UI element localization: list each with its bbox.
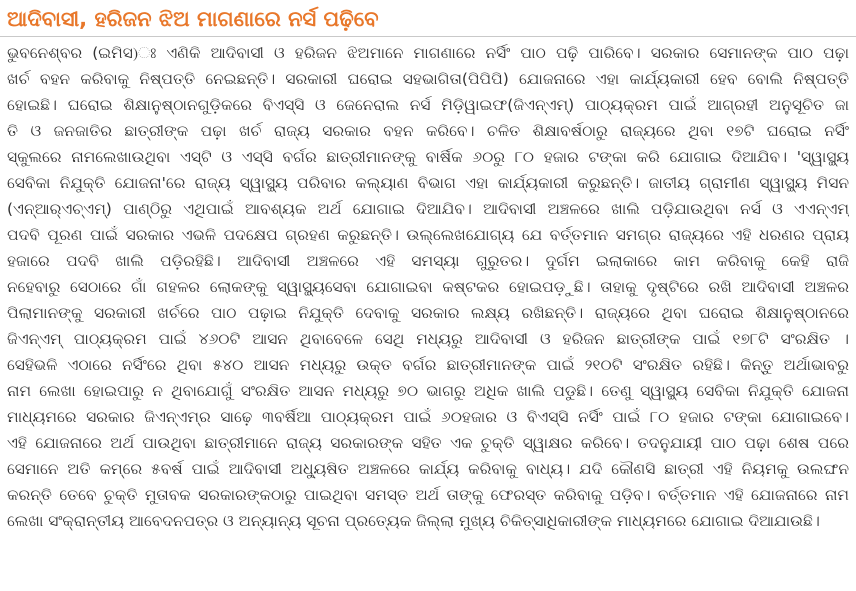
article-line: ନହେବାରୁ ସେଠାରେ ଗାଁ ଗହଳର ଲୋକଙ୍କୁ ସ୍ୱାସ୍ଥ୍ୟସେବା ଯୋଗାଇବା କଷ୍ଟକର ହୋଇପଡ଼ୁଛି। ତାହାକୁ ଦୃଷ୍ଟିରେ ରଖି ଆଦିବାସୀ ଅଞ୍ଚଳର xyxy=(7,278,849,296)
article-line: ସେବିକା ନିଯୁକ୍ତି ଯୋଜନା'ରେ ରାଜ୍ୟ ସ୍ୱାସ୍ଥ୍ୟ ପରିବାର କଲ୍ୟାଣ ବିଭାଗ ଏହା କାର୍ଯ୍ୟକାରୀ କରୁଛନ୍ତି। ଜାତୀୟ ଗ୍ରାମୀଣ ସ୍ୱାସ୍ଥ୍ୟ ମିସନ xyxy=(7,174,849,192)
article-line: ସ୍କୁଲରେ ନାମଲେଖାଉଥିବା ଏସ୍‌ଟି ଓ ଏସ୍‌ସି ବର୍ଗର ଛାତ୍ରୀମାନଙ୍କୁ ବାର୍ଷିକ ୬୦ରୁ ୮୦ ହଜାର ଟଙ୍କା କରି ଯୋଗାଇ ଦିଆଯିବ। 'ସ୍ୱାସ୍ଥ୍ୟ xyxy=(7,148,849,166)
article-body xyxy=(7,40,849,534)
article-line: (ଏନ୍‌ଆର୍‌ଏଚ୍‌ଏମ୍‌) ପାଣ୍ଠିରୁ ଏଥିପାଇଁ ଆବଶ୍ୟକ ଅର୍ଥ ଯୋଗାଇ ଦିଆଯିବ। ଆଦିବାସୀ ଅଞ୍ଚଳରେ ଖାଲି ପଡ଼ିଯାଉଥିବା ନର୍ସ ଓ ଏଏନ୍‌ଏମ୍‌ xyxy=(7,200,849,218)
article-line: ନାମ ଲେଖା ହୋଇପାରୁ ନ ଥିବାଯୋଗୁଁ ସଂରକ୍ଷିତ ଆସନ ମଧ୍ୟରୁ ୭୦ ଭାଗରୁ ଅଧିକ ଖାଲି ପଡୁଛି। ତେଣୁ ସ୍ୱାସ୍ଥ୍ୟ ସେବିକା ନିଯୁକ୍ତି ଯୋଜନା xyxy=(7,382,849,400)
article-line: ମାଧ୍ୟମରେ ସରକାର ଜିଏନ୍‌ଏମ୍‌ର ସାଢ଼େ ୩ବର୍ଷିଆ ପାଠ୍ୟକ୍ରମ ପାଇଁ ୬୦ହଜାର ଓ ବିଏସ୍‌ସି ନର୍ସିଂ ପାଇଁ ୮୦ ହଜାର ଟଙ୍କା ଯୋଗାଇବେ। xyxy=(7,408,849,426)
article-line: ତି ଓ ଜନଜାତିର ଛାତ୍ରୀଙ୍କ ପଢ଼ା ଖର୍ଚ ରାଜ୍ୟ ସରକାର ବହନ କରିବେ। ଚଳିତ ଶିକ୍ଷାବର୍ଷଠାରୁ ରାଜ୍ୟରେ ଥିବା ୧୭ଟି ଘରୋଇ ନର୍ସିଂ xyxy=(7,122,849,140)
article-line: ସେହିଭଳି ଏଠାରେ ନର୍ସିଂରେ ଥିବା ୫୪୦ ଆସନ ମଧ୍ୟରୁ ଉକ୍ତ ବର୍ଗର ଛାତ୍ରୀମାନଙ୍କ ପାଇଁ ୨୧୦ଟି ସଂରକ୍ଷିତ ରହିଛି। କିନ୍ତୁ ଅର୍ଥାଭାବରୁ xyxy=(7,356,849,374)
article-line: ଏହି ଯୋଜନାରେ ଅର୍ଥ ପାଉଥିବା ଛାତ୍ରୀମାନେ ରାଜ୍ୟ ସରକାରଙ୍କ ସହିତ ଏକ ଚୁକ୍ତି ସ୍ୱାକ୍ଷର କରିବେ। ତଦନୁଯାୟୀ ପାଠ ପଢ଼ା ଶେଷ ପରେ xyxy=(7,434,849,452)
article-headline: ଆଦିବାସୀ, ହରିଜନ ଝିଅ ମାଗଣାରେ ନର୍ସ ପଢ଼ିବେ xyxy=(7,7,379,31)
headline-divider xyxy=(0,36,856,37)
article-line: ଖର୍ଚ ବହନ କରିବାକୁ ନିଷ୍ପତ୍ତି ନେଇଛନ୍ତି। ସରକାରୀ ଘରୋଇ ସହଭାଗିତା(ପିପିପି) ଯୋଜନାରେ ଏହା କାର୍ଯ୍ୟକାରୀ ହେବ ବୋଲି ନିଷ୍ପତ୍ତି xyxy=(7,70,849,88)
article-line: ହଜାରେ ପଦବି ଖାଲି ପଡ଼ିରହିଛି। ଆଦିବାସୀ ଅଞ୍ଚଳରେ ଏହି ସମସ୍ୟା ଗୁରୁତର। ଦୁର୍ଗମ ଇଲାକାରେ କାମ କରିବାକୁ କେହି ରାଜି xyxy=(7,252,849,270)
article-line: ପିଲାମାନଙ୍କୁ ସରକାରୀ ଖର୍ଚରେ ପାଠ ପଢ଼ାଇ ନିଯୁକ୍ତି ଦେବାକୁ ସରକାର ଲକ୍ଷ୍ୟ ରଖିଛନ୍ତି। ରାଜ୍ୟରେ ଥିବା ଘରୋଇ ଶିକ୍ଷାନୁଷ୍ଠାନରେ xyxy=(7,304,849,322)
article-line: ଲେଖା ସଂକ୍ରାନ୍ତୀୟ ଆବେଦନପତ୍ର ଓ ଅନ୍ୟାନ୍ୟ ସୂଚନା ପ୍ରତ୍ୟେକ ଜିଲ୍ଲା ମୁଖ୍ୟ ଚିକିତ୍ସାଧିକାରୀଙ୍କ ମାଧ୍ୟମରେ ଯୋଗାଇ ଦିଆଯାଉଛି। xyxy=(7,512,820,530)
article-line: ଭୁବନେଶ୍ବର (ଇମିସ)ଃ ଏଣିକି ଆଦିବାସୀ ଓ ହରିଜନ ଝିଅମାନେ ମାଗଣାରେ ନର୍ସିଂ ପାଠ ପଢ଼ି ପାରିବେ। ସରକାର ସେମାନଙ୍କ ପାଠ ପଢ଼ା xyxy=(7,44,849,62)
article-line: ପଦବି ପୂରଣ ପାଇଁ ସରକାର ଏଭଳି ପଦକ୍ଷେପ ଗ୍ରହଣ କରୁଛନ୍ତି। ଉଲ୍ଲେଖଯୋଗ୍ୟ ଯେ ବର୍ତ୍ତମାନ ସମଗ୍ର ରାଜ୍ୟରେ ଏହି ଧରଣର ପ୍ରାୟ xyxy=(7,226,849,244)
article-line: କରନ୍ତି ତେବେ ଚୁକ୍ତି ମୁତାବକ ସରକାରଙ୍କଠାରୁ ପାଇଥିବା ସମସ୍ତ ଅର୍ଥ ତାଙ୍କୁ ଫେରସ୍ତ କରିବାକୁ ପଡ଼ିବ। ବର୍ତ୍ତମାନ ଏହି ଯୋଜନାରେ ନାମ xyxy=(7,486,849,504)
article-line: ହୋଇଛି। ଘରୋଇ ଶିକ୍ଷାନୁଷ୍ଠାନଗୁଡ଼ିକରେ ବିଏସ୍‌ସି ଓ ଜେନେରାଲ ନର୍ସ ମିଡ଼ିୱାଇଫ(ଜିଏନ୍‌ଏମ୍‌) ପାଠ୍ୟକ୍ରମ ପାଇଁ ଆଗ୍ରହୀ ଅନୁସୂଚିତ ଜା xyxy=(7,96,849,114)
article-line: ସେମାନେ ଅତି କମ୍‌ରେ ୫ବର୍ଷ ପାଇଁ ଆଦିବାସୀ ଅଧ୍ୟୁଷିତ ଅଞ୍ଚଳରେ କାର୍ଯ୍ୟ କରିବାକୁ ବାଧ୍ୟ। ଯଦି କୌଣସି ଛାତ୍ରୀ ଏହି ନିୟମକୁ ଉଲଙ୍ଘନ xyxy=(7,460,849,478)
article-line: ଜିଏନ୍‌ଏମ୍‌ ପାଠ୍ୟକ୍ରମ ପାଇଁ ୪୬୦ଟି ଆସନ ଥିବାବେଳେ ସେଥି ମଧ୍ୟରୁ ଆଦିବାସୀ ଓ ହରିଜନ ଛାତ୍ରୀଙ୍କ ପାଇଁ ୧୭୮ଟି ସଂରକ୍ଷିତ । xyxy=(7,330,849,348)
